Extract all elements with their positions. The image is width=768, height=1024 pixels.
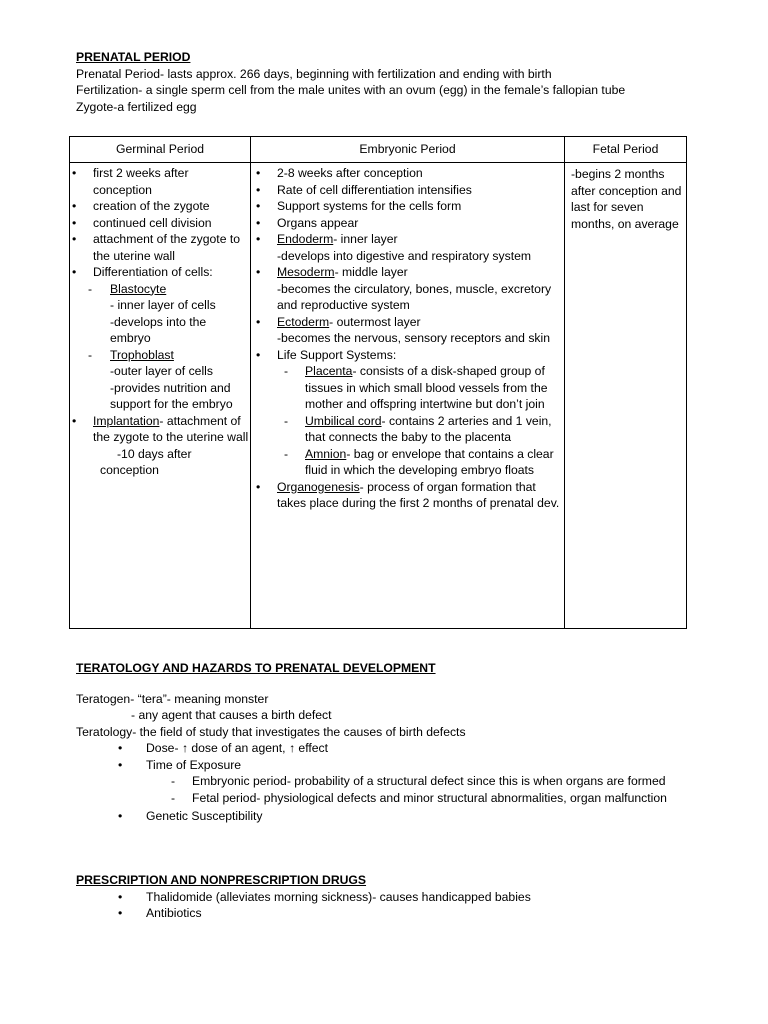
intro-line-zygote: Zygote-a fertilized egg	[76, 99, 197, 114]
list-item	[277, 446, 564, 479]
teratology-line: Teratology- the field of study that investigates the causes of birth defects	[76, 724, 466, 739]
list-item: - Embryonic period- probability of a structural defect since this is when organs are formed	[76, 773, 748, 790]
teratogen-line: Teratogen- “tera”- meaning monster	[76, 691, 269, 706]
teratogen-definition: - any agent that causes a birth defect	[131, 708, 332, 722]
list-item	[251, 479, 564, 512]
list-item	[251, 314, 564, 347]
amnion-term: Amnion	[305, 446, 347, 461]
mesoderm-term: Mesoderm	[277, 265, 335, 279]
mesoderm-desc: - middle layer	[334, 265, 408, 279]
blastocyte-desc-1: - inner layer of cells	[110, 298, 216, 312]
prenatal-periods-table	[69, 136, 687, 629]
ectoderm-term: Ectoderm	[277, 314, 330, 329]
list-item	[251, 347, 564, 479]
implantation-conception: conception	[100, 463, 159, 477]
teratology-section	[76, 660, 748, 825]
fetal-desc: -begins 2 months after conception and last for seven months, on average	[571, 167, 682, 231]
placenta-desc: - consists of a disk-shaped group of tissues in which small blood vessels from the mother and offspring intertwine but don’t join	[305, 364, 548, 411]
factors-list	[76, 740, 748, 825]
germinal-cell	[70, 163, 251, 629]
implantation-days: -10 days after	[117, 446, 192, 461]
placenta-term: Placenta	[305, 364, 353, 378]
endoderm-term: Endoderm	[277, 232, 334, 246]
teratology-heading: TERATOLOGY AND HAZARDS TO PRENATAL DEVELOPMENT	[76, 661, 436, 675]
list-item	[70, 413, 250, 479]
fetal-cell	[565, 163, 687, 629]
ectoderm-desc: - outermost layer	[329, 314, 421, 329]
list-item: • Thalidomide (alleviates morning sickness)- causes handicapped babies	[76, 889, 748, 906]
prenatal-heading: PRENATAL PERIOD	[76, 50, 191, 64]
exposure-list	[76, 773, 748, 806]
trophoblast-desc-1: -outer layer of cells	[110, 364, 213, 378]
list-item	[76, 757, 748, 807]
mesoderm-detail: -becomes the circulatory, bones, muscle, excretory and reproductive system	[277, 281, 552, 312]
list-item	[277, 413, 564, 446]
list-item: • continued cell division	[70, 215, 250, 232]
list-item: • Genetic Susceptibility	[76, 808, 748, 825]
list-item: - Fetal period- physiological defects and minor structural abnormalities, organ malfunction	[76, 790, 748, 807]
endoderm-detail: -develops into digestive and respiratory system	[277, 248, 532, 263]
header-germinal: Germinal Period	[70, 137, 251, 163]
list-item	[70, 281, 250, 347]
ectoderm-detail: -becomes the nervous, sensory receptors and skin	[277, 331, 550, 345]
list-item	[277, 363, 564, 413]
drugs-heading: PRESCRIPTION AND NONPRESCRIPTION DRUGS	[76, 873, 367, 887]
list-item: • Antibiotics	[76, 905, 748, 922]
trophoblast-desc-2: -provides nutrition and support for the embryo	[110, 380, 233, 411]
list-item: • first 2 weeks after conception	[70, 165, 250, 198]
blastocyte-term: Blastocyte	[110, 281, 167, 296]
embryonic-list	[251, 165, 564, 512]
umbilical-cord-term: Umbilical cord	[305, 413, 382, 428]
embryonic-cell	[251, 163, 565, 629]
intro-line-fertilization: Fertilization- a single sperm cell from the male unites with an ovum (egg) in the female’s fallopian tube	[76, 83, 626, 97]
intro-line-prenatal: Prenatal Period- lasts approx. 266 days, beginning with fertilization and ending with birth	[76, 66, 552, 81]
blastocyte-desc-2: -develops into the embryo	[110, 314, 207, 345]
list-item: • Organs appear	[251, 215, 564, 232]
life-support-label: Life Support Systems:	[277, 347, 397, 362]
cell-types-list	[70, 281, 250, 413]
implantation-term: Implantation	[93, 413, 160, 428]
umbilical-cord-desc: - contains 2 arteries and 1 vein, that connects the baby to the placenta	[305, 413, 552, 444]
implantation-desc: - attachment of the zygote to the uterine wall	[93, 413, 249, 444]
list-item: • 2-8 weeks after conception	[251, 165, 564, 182]
life-support-list	[277, 363, 564, 479]
organogenesis-term: Organogenesis	[277, 479, 360, 494]
list-item: • creation of the zygote	[70, 198, 250, 215]
drugs-list	[76, 889, 748, 922]
header-embryonic: Embryonic Period	[251, 137, 565, 163]
list-item	[70, 347, 250, 413]
list-item: • Dose- ↑ dose of an agent, ↑ effect	[76, 740, 748, 757]
trophoblast-term: Trophoblast	[110, 347, 174, 362]
drugs-section	[76, 872, 748, 922]
list-item	[251, 264, 564, 314]
list-item: • attachment of the zygote to the uterine wall	[70, 231, 250, 264]
differentiation-label: Differentiation of cells:	[93, 265, 213, 279]
amnion-desc: - bag or envelope that contains a clear fluid in which the developing embryo floats	[305, 446, 554, 477]
list-item: • Support systems for the cells form	[251, 198, 564, 215]
time-of-exposure-label: Time of Exposure	[146, 757, 242, 772]
list-item	[251, 231, 564, 264]
organogenesis-desc: - process of organ formation that takes place during the first 2 months of prenatal dev.	[277, 479, 560, 510]
intro-section	[76, 49, 748, 115]
header-fetal: Fetal Period	[565, 137, 687, 163]
endoderm-desc: - inner layer	[333, 232, 398, 246]
germinal-list	[70, 165, 250, 479]
list-item	[70, 264, 250, 413]
list-item: • Rate of cell differentiation intensifies	[251, 182, 564, 199]
